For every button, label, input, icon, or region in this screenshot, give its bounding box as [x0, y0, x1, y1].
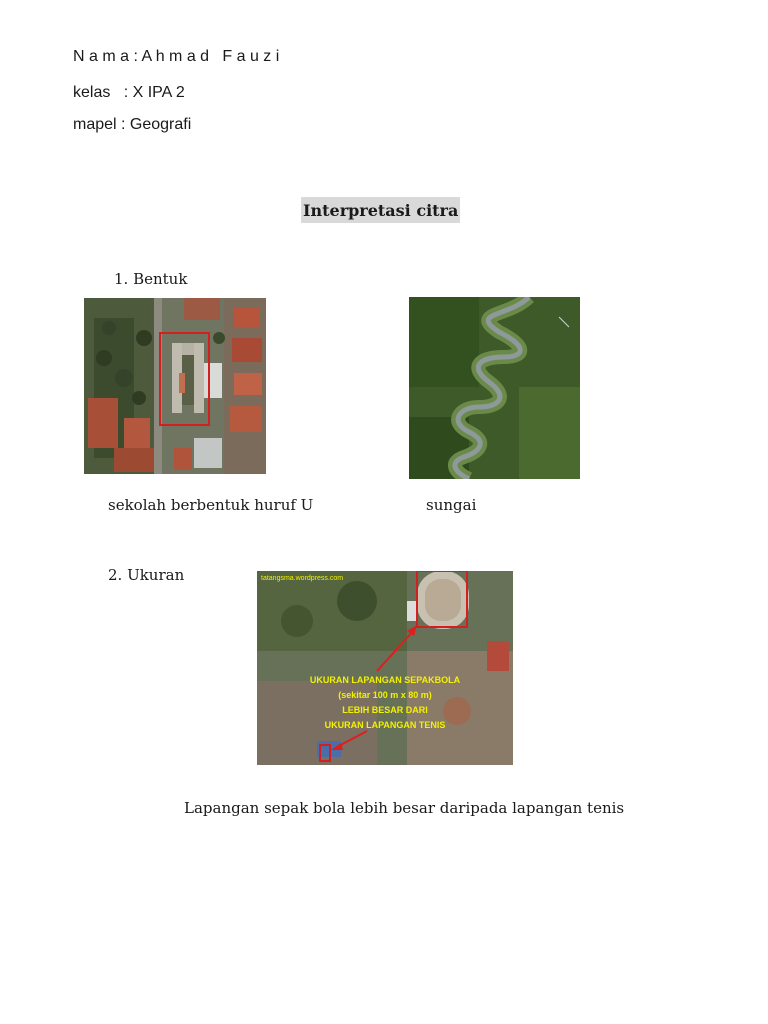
image-label-line4: UKURAN LAPANGAN TENIS [324, 720, 446, 730]
image-label-line3: LEBIH BESAR DARI [342, 705, 428, 715]
nama-line: N a m a : A h m a d F a u z i [73, 48, 280, 65]
kelas-line: kelas : X IPA 2 [73, 84, 185, 101]
image-label-line2: (sekitar 100 m x 80 m) [338, 690, 432, 700]
caption-river: sungai [426, 496, 477, 514]
section-heading-ukuran: 2. Ukuran [108, 566, 185, 584]
section-heading-bentuk: 1. Bentuk [114, 270, 188, 288]
field-satellite-image [257, 571, 513, 765]
mapel-line: mapel : Geografi [73, 116, 192, 133]
image-label-line1: UKURAN LAPANGAN SEPAKBOLA [309, 675, 461, 685]
image-watermark: tatangsma.wordpress.com [261, 575, 344, 582]
page-title: Interpretasi citra [301, 197, 460, 223]
school-satellite-image [84, 298, 266, 474]
river-satellite-image [409, 297, 580, 479]
caption-field-comparison: Lapangan sepak bola lebih besar daripada lapangan tenis [184, 799, 625, 817]
caption-school: sekolah berbentuk huruf U [108, 496, 314, 514]
